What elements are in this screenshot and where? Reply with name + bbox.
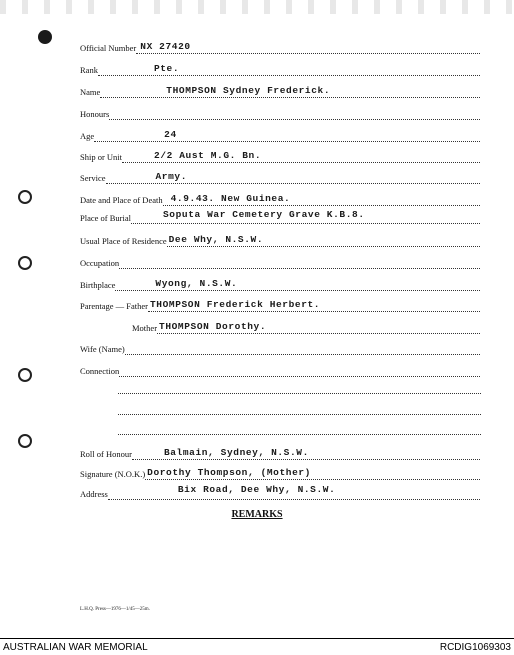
signature-line	[145, 465, 480, 480]
scan-edge-marks	[0, 0, 514, 14]
ship-unit-row	[80, 149, 480, 163]
occupation-row	[80, 255, 480, 269]
name-label: Name	[80, 87, 101, 97]
burial-line	[131, 209, 480, 224]
death-row	[80, 192, 480, 206]
father-line	[148, 297, 480, 312]
residence-row	[80, 233, 480, 247]
residence-line	[167, 232, 480, 247]
wife-line	[125, 340, 480, 355]
mother-line	[157, 319, 480, 334]
birthplace-row	[80, 277, 480, 291]
connection-label: Connection	[80, 366, 120, 376]
birthplace-label: Birthplace	[80, 280, 116, 290]
wife-label: Wife (Name)	[80, 344, 125, 354]
footer-record-id: RCDIG1069303	[439, 641, 511, 653]
official-number-line	[136, 39, 480, 54]
connection-line-3	[118, 414, 481, 415]
binder-hole	[18, 434, 32, 448]
connection-line-2	[118, 393, 481, 394]
service-line	[106, 169, 481, 184]
connection-line-4	[118, 434, 481, 435]
service-value: Army.	[155, 171, 188, 182]
rank-label: Rank	[80, 65, 98, 75]
residence-label: Usual Place of Residence	[80, 236, 167, 246]
ship-unit-line	[122, 148, 480, 163]
father-row	[80, 298, 480, 312]
address-row	[80, 486, 480, 500]
footer-institution: AUSTRALIAN WAR MEMORIAL	[3, 641, 148, 653]
connection-line	[119, 362, 480, 377]
binder-hole	[18, 368, 32, 382]
death-line	[163, 191, 480, 206]
service-row	[80, 170, 480, 184]
mother-value: THOMPSON Dorothy.	[159, 321, 267, 332]
name-row	[80, 84, 480, 98]
death-label: Date and Place of Death	[80, 195, 163, 205]
binder-hole	[18, 190, 32, 204]
roll-of-honour-label: Roll of Honour	[80, 449, 132, 459]
remarks-heading: REMARKS	[231, 509, 283, 520]
burial-label: Place of Burial	[80, 213, 131, 223]
birthplace-value: Wyong, N.S.W.	[155, 278, 238, 289]
printer-imprint: L.H.Q. Press—1976—1/45—25m.	[80, 607, 150, 612]
honours-label: Honours	[80, 109, 110, 119]
signature-label: Signature (N.O.K.)	[80, 469, 146, 479]
binder-hole	[18, 256, 32, 270]
roll-of-honour-value: Balmain, Sydney, N.S.W.	[163, 447, 309, 458]
official-number-row	[80, 40, 480, 54]
rank-line	[98, 61, 480, 76]
honours-line	[109, 105, 480, 120]
father-label: Parentage — Father	[80, 301, 148, 311]
address-value: Bix Road, Dee Why, N.S.W.	[177, 484, 336, 495]
wife-row	[80, 341, 480, 355]
residence-value: Dee Why, N.S.W.	[168, 234, 264, 245]
age-row	[80, 128, 480, 142]
ship-unit-value: 2/2 Aust M.G. Bn.	[154, 150, 262, 161]
name-line	[100, 83, 480, 98]
ship-unit-label: Ship or Unit	[80, 152, 123, 162]
burial-row	[80, 210, 480, 224]
official-number-label: Official Number	[80, 43, 137, 53]
age-line	[94, 127, 480, 142]
burial-value: Soputa War Cemetery Grave K.B.8.	[162, 209, 365, 220]
age-label: Age	[80, 131, 95, 141]
address-label: Address	[80, 489, 108, 499]
signature-row	[80, 466, 480, 480]
address-line	[108, 485, 480, 500]
age-value: 24	[164, 129, 177, 140]
roll-of-honour-line	[132, 445, 480, 460]
connection-row	[80, 363, 480, 377]
archive-footer	[0, 638, 514, 655]
death-value: 4.9.43. New Guinea.	[170, 193, 291, 204]
binder-hole-top	[38, 30, 52, 44]
service-label: Service	[80, 173, 106, 183]
father-value: THOMPSON Frederick Herbert.	[149, 299, 321, 310]
signature-value: Dorothy Thompson, (Mother)	[147, 467, 311, 478]
rank-row	[80, 62, 480, 76]
occupation-label: Occupation	[80, 258, 120, 268]
birthplace-line	[115, 276, 480, 291]
name-value: THOMPSON Sydney Frederick.	[166, 85, 331, 96]
mother-row	[132, 320, 480, 334]
honours-row	[80, 106, 480, 120]
mother-label: Mother	[132, 323, 158, 333]
official-number-value: NX 27420	[140, 41, 191, 52]
roll-of-honour-row	[80, 446, 480, 460]
rank-value: Pte.	[153, 63, 180, 74]
occupation-line	[119, 254, 480, 269]
